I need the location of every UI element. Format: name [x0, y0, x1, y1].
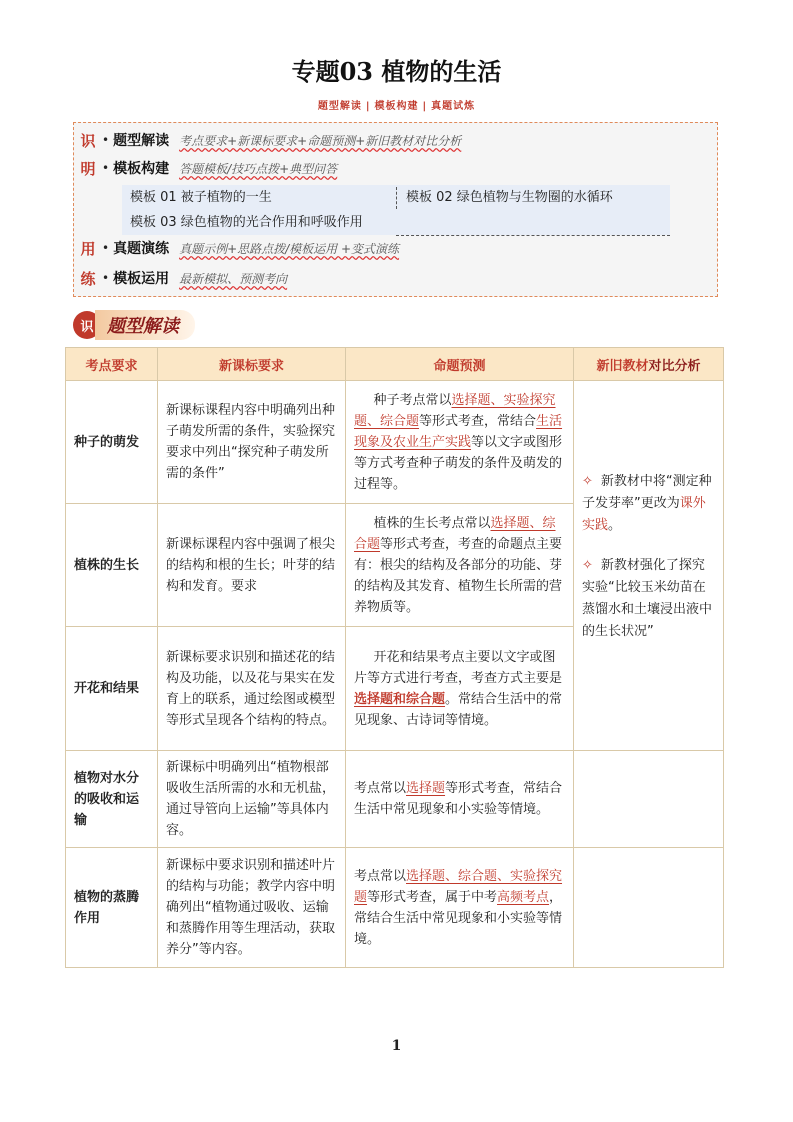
guide-side-char: 练 [80, 269, 96, 288]
comparison-cell [574, 848, 724, 968]
prediction-cell: 植株的生长考点常以选择题、综合题等形式考查，考查的命题点主要有：根尖的结构及各部分的功能、芽的结构及其发育、植物生长所需的营养物质等。 [346, 504, 574, 627]
subtitle-item: 模板构建 [374, 101, 419, 112]
prediction-cell: 考点常以选择题、综合题、实验探究题等形式考查，属于中考高频考点，常结合生活中常见现象和小实验等情境。 [346, 848, 574, 968]
page-subtitle: 题型解读 | 模板构建 | 真题试炼 [317, 101, 476, 112]
table-row [66, 848, 724, 968]
header-part: 新旧教材 [596, 358, 649, 374]
page-title: 专题03 植物的生活 [291, 57, 502, 86]
section-banner [73, 310, 195, 340]
comparison-cell [574, 381, 724, 751]
page-number: 1 [391, 1038, 402, 1054]
standard-cell: 新课标要求识别和描述花的结构及功能，以及花与果实在发育上的联系，通过绘图或模型等形式呈现各个结构的特点。 [158, 627, 346, 751]
study-guide-box [73, 122, 718, 297]
prediction-cell: 种子考点常以选择题、实验探究题、综合题等形式考查，常结合生活现象及农业生产实践等以文字或图形等方式考查种子萌发的条件及萌发的过程等。 [346, 381, 574, 504]
section-badge-icon: 识 [73, 311, 101, 339]
guide-desc: 考点要求+新课标要求+命题预测+新旧教材对比分析 [179, 133, 462, 148]
sparkle-icon: ✧ [582, 557, 593, 573]
template-item[interactable]: 模板 01 被子植物的一生 [130, 190, 272, 205]
topic-cell: 植物对水分的吸收和运输 [66, 751, 158, 848]
comparison-cell [574, 751, 724, 848]
guide-side-char: 识 [80, 131, 96, 150]
template-divider [396, 187, 397, 209]
standard-cell: 新课标课程内容中强调了根尖的结构和根的生长；叶芽的结构和发育。要求 [158, 504, 346, 627]
prediction-cell: 考点常以选择题等形式考查，常结合生活中常见现象和小实验等情境。 [346, 751, 574, 848]
guide-label: 模板运用 [113, 271, 170, 287]
guide-side-char: 用 [80, 239, 96, 258]
guide-label: 真题演练 [113, 241, 170, 257]
bullet-icon: • [102, 133, 110, 147]
subtitle-item: 题型解读 [317, 101, 362, 112]
standard-cell: 新课标中要求识别和描述叶片的结构与功能；教学内容中明确列出“植物通过吸收、运输和蒸腾作用等生理活动，获取养分”等内容。 [158, 848, 346, 968]
guide-desc: 答题模板/技巧点拨+典型问答 [179, 161, 338, 176]
column-header [574, 348, 724, 381]
topic-cell: 植物的蒸腾作用 [66, 848, 158, 968]
table-row [66, 381, 724, 504]
table-row [66, 751, 724, 848]
column-header: 考点要求 [66, 348, 158, 381]
section-title: 题型解读 [95, 310, 195, 340]
prediction-cell: 开花和结果考点主要以文字或图片等方式进行考查，考查方式主要是选择题和综合题。常结合生活中的常见现象、古诗词等情境。 [346, 627, 574, 751]
comparison-item: ✧ 新教材中将“测定种子发芽率”更改为课外实践。 [582, 473, 712, 533]
template-divider [396, 235, 670, 236]
template-item[interactable]: 模板 03 绿色植物的光合作用和呼吸作用 [130, 215, 363, 230]
guide-desc: 最新模拟、预测考向 [179, 271, 288, 286]
bullet-icon: • [102, 271, 110, 285]
standard-cell: 新课标中明确列出“植物根部吸收生活所需的水和无机盐，通过导管向上运输”等具体内容。 [158, 751, 346, 848]
guide-label: 模板构建 [113, 161, 170, 177]
template-item[interactable]: 模板 02 绿色植物与生物圈的水循环 [406, 190, 613, 205]
table-header-row [66, 348, 724, 381]
guide-label: 题型解读 [113, 133, 170, 149]
topic-cell: 植株的生长 [66, 504, 158, 627]
topic-cell: 开花和结果 [66, 627, 158, 751]
analysis-table [65, 347, 724, 968]
column-header: 命题预测 [346, 348, 574, 381]
guide-desc: 真题示例+思路点拨/模板运用 +变式演练 [179, 241, 400, 256]
sparkle-icon: ✧ [582, 473, 593, 489]
bullet-icon: • [102, 241, 110, 255]
guide-side-char: 明 [80, 159, 96, 178]
bullet-icon: • [102, 161, 110, 175]
template-list [122, 185, 670, 235]
standard-cell: 新课标课程内容中明确列出种子萌发所需的条件，实验探究要求中列出“探究种子萌发所需的条件” [158, 381, 346, 504]
comparison-item: ✧ 新教材强化了探究实验“比较玉米幼苗在蒸馏水和土壤浸出液中的生长状况” [582, 557, 713, 639]
topic-cell: 种子的萌发 [66, 381, 158, 504]
column-header: 新课标要求 [158, 348, 346, 381]
header-part: 对比分析 [648, 358, 701, 374]
subtitle-item: 真题试炼 [431, 101, 476, 112]
